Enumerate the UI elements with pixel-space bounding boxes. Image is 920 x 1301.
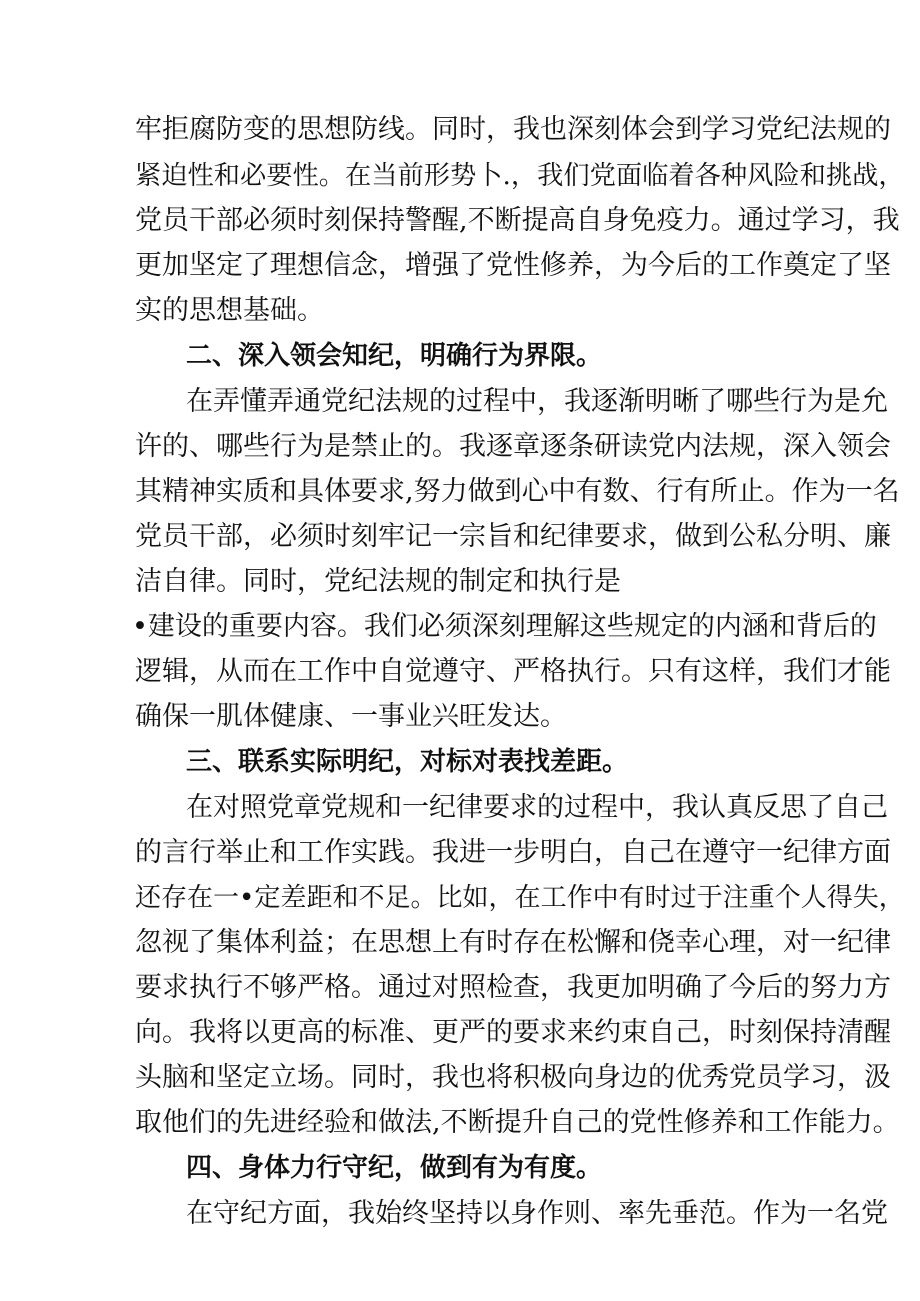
section-heading: 四、身体力行守纪，做到有为有度。 (186, 1153, 603, 1183)
paragraph-line: •建设的重要内容。我们必须深刻理解这些规定的内涵和背后的 (132, 611, 877, 642)
paragraph-line: 党员干部，必须时刻牢记一宗旨和纪律要求，做到公私分明、廉 (135, 521, 891, 552)
paragraph-line: 还存在一•定差距和不足。比如，在工作中有时过于注重个人得失， (135, 883, 905, 913)
paragraph-line: 党员干部必须时刻保持警醒,不断提高自身免疫力。通过学习，我 (135, 205, 900, 236)
paragraph-line: 头脑和坚定立场。同时，我也将积极向身边的优秀党员学习，汲 (135, 1062, 891, 1093)
paragraph-line: 忽视了集体利益；在思想上有时存在松懈和侥幸心理，对一纪律 (135, 927, 891, 958)
paragraph-line: 紧迫性和必要性。在当前形势卜.，我们党面临着各种风险和挑战， (135, 161, 905, 191)
paragraph-line: 在守纪方面，我始终坚持以身作则、率先垂范。作为一名党 (186, 1198, 888, 1229)
paragraph-line: 在弄懂弄通党纪法规的过程中，我逐渐明晰了哪些行为是允 (186, 386, 888, 417)
paragraph-line: 确保一肌体健康、一事业兴旺发达。 (135, 701, 567, 732)
paragraph-line: 洁自律。同时，党纪法规的制定和执行是 (135, 566, 621, 597)
paragraph-line: 逻辑，从而在工作中自觉遵守、严格执行。只有这样，我们才能 (135, 656, 891, 687)
paragraph-line: 更加坚定了理想信念，增强了党性修养，为今后的工作奠定了坚 (135, 250, 891, 281)
paragraph-line: 的言行举止和工作实践。我进一步明白，自己在遵守一纪律方面 (135, 837, 891, 868)
paragraph-line: 要求执行不够严格。通过对照检查，我更加明确了今后的努力方 (135, 972, 891, 1003)
paragraph-line: 在对照党章党规和一纪律要求的过程中，我认真反思了自己 (186, 792, 888, 823)
paragraph-line: 牢拒腐防变的思想防线。同时，我也深刻体会到学习党纪法规的 (135, 114, 891, 145)
paragraph-line: 实的思想基础。 (135, 295, 324, 326)
paragraph-line: 取他们的先进经验和做法,不断提升自己的党性修养和工作能力。 (135, 1107, 900, 1138)
paragraph-line: 其精神实质和具体要求,努力做到心中有数、行有所止。作为一名 (135, 476, 900, 507)
section-heading: 二、深入领会知纪，明确行为界限。 (186, 341, 603, 371)
paragraph-line: 向。我将以更高的标准、更严的要求来约束自己，时刻保持清醒 (135, 1017, 891, 1048)
section-heading: 三、联系实际明纪，对标对表找差距。 (186, 747, 629, 777)
paragraph-line: 许的、哪些行为是禁止的。我逐章逐条研读党内法规，深入领会 (135, 431, 891, 462)
